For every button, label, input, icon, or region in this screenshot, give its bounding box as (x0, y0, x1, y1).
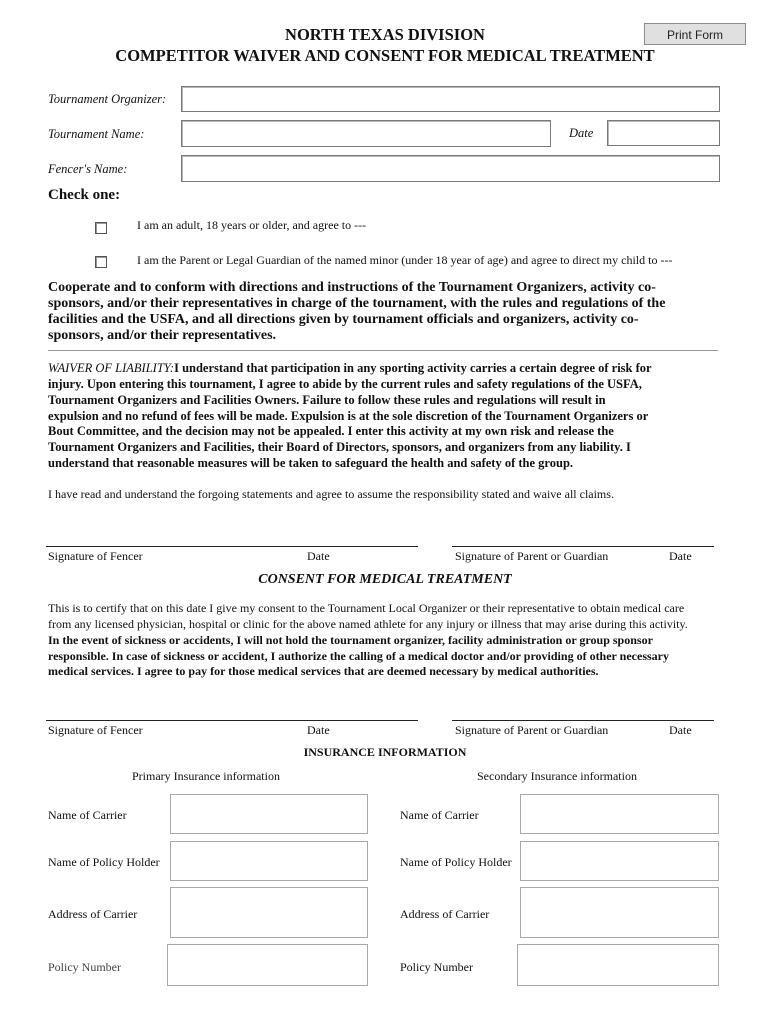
parent-checkbox[interactable] (95, 256, 107, 268)
insurance-title: INSURANCE INFORMATION (303, 745, 467, 759)
primary-address-input[interactable] (170, 887, 368, 938)
tournament-name-input[interactable] (181, 120, 551, 147)
primary-policy-number-input[interactable] (167, 944, 368, 986)
cooperate-line-1: Cooperate and to conform with directions and instructions of the Tournament Organizers, activity co- (48, 280, 656, 295)
secondary-policy-holder-label: Name of Policy Holder (400, 855, 512, 869)
fencer-signature-line-2[interactable] (46, 720, 418, 721)
title-waiver: COMPETITOR WAIVER AND CONSENT FOR MEDICAL TREATMENT (115, 46, 655, 65)
primary-policy-holder-label: Name of Policy Holder (48, 855, 160, 869)
section-divider (48, 350, 718, 351)
consent-line-4: responsible. In case of sickness or accident, I authorize the calling of a medical doctor and/or providing of other necessary (48, 649, 669, 663)
check-one-heading: Check one: (48, 187, 121, 203)
adult-checkbox[interactable] (95, 222, 107, 234)
consent-line-5: medical services. I agree to pay for those medical services that are deemed necessary by medical authorities. (48, 664, 599, 678)
consent-line-2: from any licensed physician, hospital or clinic for the above named athlete for any injury or illness that may arise during this activity. (48, 617, 688, 631)
date-label: Date (569, 126, 594, 140)
signature-parent-date-label-2: Date (669, 723, 692, 737)
waiver-label: WAIVER OF LIABILITY: (48, 361, 175, 375)
signature-fencer-label-2: Signature of Fencer (48, 723, 143, 737)
secondary-insurance-heading: Secondary Insurance information (477, 769, 637, 783)
waiver-line-3: Tournament Organizers and Facilities Owners. Failure to follow these rules and regulations will result in (48, 393, 606, 407)
secondary-policy-holder-input[interactable] (520, 841, 719, 881)
primary-carrier-label: Name of Carrier (48, 808, 127, 822)
waiver-line-5: Bout Committee, and the decision may not be appealed. I enter this activity at my own risk and release the (48, 424, 614, 438)
signature-fencer-label: Signature of Fencer (48, 549, 143, 563)
title-division: NORTH TEXAS DIVISION (285, 25, 485, 44)
signature-date-label-2: Date (307, 723, 330, 737)
print-form-button[interactable]: Print Form (644, 23, 746, 45)
secondary-carrier-input[interactable] (520, 794, 719, 834)
secondary-policy-number-label: Policy Number (400, 960, 473, 974)
secondary-address-label: Address of Carrier (400, 907, 490, 921)
fencer-name-input[interactable] (181, 155, 720, 182)
secondary-carrier-label: Name of Carrier (400, 808, 479, 822)
signature-parent-label-2: Signature of Parent or Guardian (455, 723, 609, 737)
primary-carrier-input[interactable] (170, 794, 368, 834)
signature-date-label: Date (307, 549, 330, 563)
signature-parent-date-label: Date (669, 549, 692, 563)
primary-policy-number-label: Policy Number (48, 960, 121, 974)
organizer-label: Tournament Organizer: (48, 92, 167, 106)
primary-policy-holder-input[interactable] (170, 841, 368, 881)
cooperate-line-4: sponsors, and/or their representatives. (48, 328, 277, 343)
organizer-input[interactable] (181, 86, 720, 112)
fencer-name-label: Fencer's Name: (48, 162, 128, 176)
adult-option-label: I am an adult, 18 years or older, and agree to --- (137, 218, 367, 232)
tournament-name-label: Tournament Name: (48, 127, 145, 141)
waiver-line-2: injury. Upon entering this tournament, I agree to abide by the current rules and safety regulations of the USFA, (48, 377, 642, 391)
parent-signature-line-2[interactable] (452, 720, 714, 721)
primary-insurance-heading: Primary Insurance information (132, 769, 280, 783)
waiver-line-7: understand that reasonable measures will be taken to safeguard the health and safety of the group. (48, 456, 574, 470)
consent-line-1: This is to certify that on this date I give my consent to the Tournament Local Organizer or their representative to obtain medical care (48, 601, 685, 615)
primary-address-label: Address of Carrier (48, 907, 138, 921)
secondary-address-input[interactable] (520, 887, 719, 938)
consent-line-3: In the event of sickness or accidents, I will not hold the tournament organizer, facility administration or group sponsor (48, 633, 653, 647)
waiver-line-1: WAIVER OF LIABILITY:I understand that participation in any sporting activity carries a certain degree of risk for (48, 361, 652, 375)
secondary-policy-number-input[interactable] (517, 944, 719, 986)
waiver-line-4: expulsion and no refund of fees will be made. Expulsion is at the sole discretion of the Tournament Organizers or (48, 409, 649, 423)
consent-title: CONSENT FOR MEDICAL TREATMENT (258, 572, 512, 587)
signature-parent-label: Signature of Parent or Guardian (455, 549, 609, 563)
parent-option-label: I am the Parent or Legal Guardian of the named minor (under 18 year of age) and agree to direct my child to --- (137, 253, 673, 267)
date-input[interactable] (607, 120, 720, 146)
waiver-agree-statement: I have read and understand the forgoing statements and agree to assume the responsibility stated and waive all claims. (48, 487, 614, 501)
parent-signature-line[interactable] (452, 546, 714, 547)
cooperate-line-3: facilities and the USFA, and all directions given by tournament officials and organizers, activity co- (48, 312, 639, 327)
cooperate-line-2: sponsors, and/or their representatives in charge of the tournament, with the rules and regulations of the (48, 296, 666, 311)
fencer-signature-line[interactable] (46, 546, 418, 547)
waiver-line-6: Tournament Organizers and Facilities, their Board of Directors, sponsors, and organizers from any liability. I (48, 440, 631, 454)
